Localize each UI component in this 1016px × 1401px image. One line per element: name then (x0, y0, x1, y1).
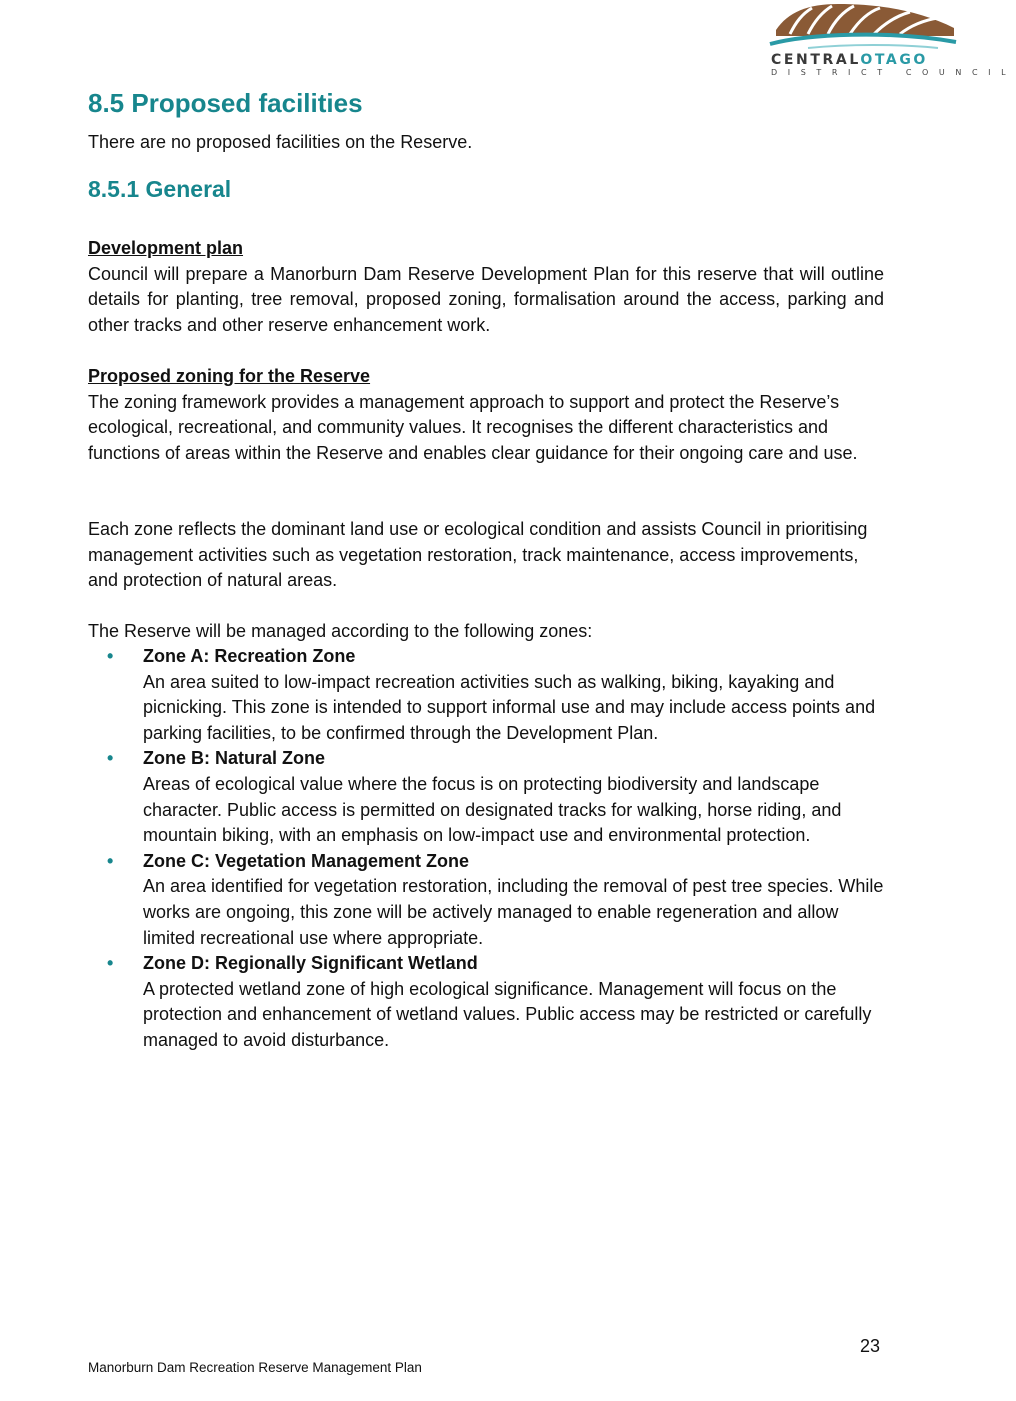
list-item (88, 644, 884, 746)
zone-description: An area suited to low-impact recreation activities such as walking, biking, kayaking and picnicking. This zone is intended to support informal use and may include access points and parking facilities, to be confirmed through the Development Plan. (143, 671, 876, 743)
zones-intro-block (88, 619, 884, 645)
subsection-title: 8.5.1 General (88, 176, 232, 202)
logo-wordmark: CENTRALOTAGO (771, 52, 928, 68)
bullet-icon: • (107, 953, 114, 974)
bullet-icon: • (107, 748, 114, 769)
council-logo (768, 0, 1016, 82)
list-item (88, 849, 884, 951)
development-plan-body: Council will prepare a Manorburn Dam Reserve Development Plan for this reserve that will outline details for planting, tree removal, proposed zoning, formalisation around the access, parking and other tracks and other reserve enhancement work. (88, 263, 884, 335)
zoning-block (88, 364, 884, 466)
zones-intro: The Reserve will be managed according to the following zones: (88, 621, 593, 641)
zone-description: Areas of ecological value where the focus is on protecting biodiversity and landscape character. Public access is permitted on designated tracks for walking, horse riding, and mountain biking, with an emphasis on low-impact use and environmental protection. (143, 773, 842, 846)
list-item (88, 951, 884, 1053)
bullet-icon: • (107, 850, 114, 871)
section-intro: There are no proposed facilities on the Reserve. (88, 132, 473, 152)
zoning-para-2-block (88, 517, 884, 594)
bullet-icon: • (107, 646, 114, 666)
hills-logo-icon (768, 0, 958, 52)
zone-title: Zone C: Vegetation Management Zone (143, 850, 470, 871)
zoning-title: Proposed zoning for the Reserve (88, 366, 371, 386)
list-item (88, 746, 884, 848)
zone-description: An area identified for vegetation restoration, including the removal of pest tree species. While works are ongoing, this zone will be actively managed to enable regeneration and allow limited recreational use where appropriate. (143, 876, 884, 948)
zone-description: A protected wetland zone of high ecological significance. Management will focus on the protection and enhancement of wetland values. Public access may be restricted or carefully managed to avoid disturbance. (143, 978, 872, 1050)
zone-title: Zone D: Regionally Significant Wetland (143, 953, 478, 974)
zoning-para-2: Each zone reflects the dominant land use or ecological condition and assists Council in prioritising management activities such as vegetation restoration, track maintenance, access improvements, and protection of natural areas. (88, 519, 868, 591)
page-number: 23 (860, 1336, 881, 1356)
zone-title: Zone A: Recreation Zone (143, 646, 356, 666)
development-plan-block (88, 236, 884, 338)
zone-list (88, 644, 884, 1054)
zoning-para-1: The zoning framework provides a management approach to support and protect the Reserve’s ecological, recreational, and community values. It recognises the different characteristics and functions of areas within the Reserve and enables clear guidance for their ongoing care and use. (88, 391, 858, 463)
zone-title: Zone B: Natural Zone (143, 748, 326, 769)
section-title: 8.5 Proposed facilities (88, 88, 363, 118)
logo-subline: DISTRICT COUNCIL (771, 68, 1016, 77)
footer-text: Manorburn Dam Recreation Reserve Management Plan (88, 1360, 422, 1375)
development-plan-title: Development plan (88, 238, 244, 258)
